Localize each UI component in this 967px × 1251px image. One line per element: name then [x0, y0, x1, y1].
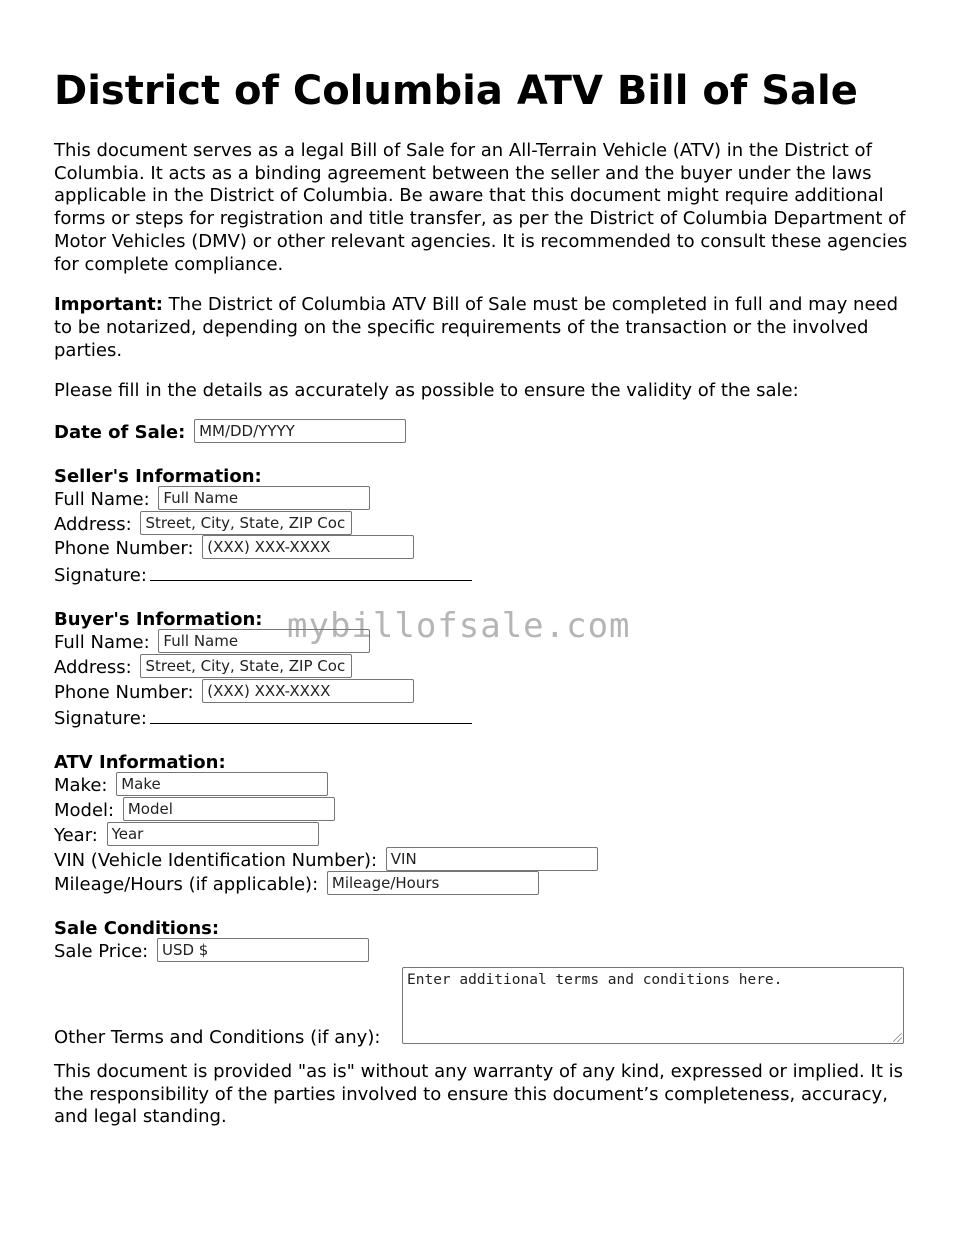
- important-label: Important:: [54, 294, 163, 316]
- sale-price-row: [54, 940, 914, 965]
- terms-label: Other Terms and Conditions (if any):: [54, 1026, 381, 1048]
- instructions-paragraph: Please fill in the details as accurately as possible to ensure the validity of the sale:: [54, 380, 799, 402]
- buyer-phone-row: [54, 681, 914, 706]
- bill-of-sale-document: [54, 66, 914, 1147]
- seller-phone-label: Phone Number:: [54, 538, 194, 560]
- seller-signature-line: [150, 562, 472, 581]
- seller-full-name-input[interactable]: Full Name: [158, 486, 370, 510]
- atv-make-label: Make:: [54, 775, 108, 797]
- buyer-address-row: [54, 656, 914, 681]
- date-of-sale-input[interactable]: MM/DD/YYYY: [194, 419, 406, 443]
- date-of-sale-label: Date of Sale:: [54, 422, 186, 444]
- seller-phone-row: [54, 537, 914, 562]
- buyer-address-input[interactable]: Street, City, State, ZIP Coc: [140, 654, 352, 678]
- buyer-full-name-input[interactable]: Full Name: [158, 629, 370, 653]
- seller-full-name-row: [54, 488, 914, 513]
- atv-mileage-row: [54, 873, 914, 898]
- atv-model-input[interactable]: Model: [123, 797, 335, 821]
- atv-year-row: [54, 824, 914, 849]
- seller-address-input[interactable]: Street, City, State, ZIP Coc: [140, 511, 352, 535]
- atv-mileage-label: Mileage/Hours (if applicable):: [54, 874, 319, 896]
- atv-model-row: [54, 799, 914, 824]
- atv-mileage-input[interactable]: Mileage/Hours: [327, 871, 539, 895]
- atv-make-input[interactable]: Make: [116, 772, 328, 796]
- terms-placeholder: Enter additional terms and conditions here.: [407, 971, 783, 988]
- buyer-heading: Buyer's Information:: [54, 609, 263, 631]
- seller-address-label: Address:: [54, 513, 132, 535]
- atv-vin-label: VIN (Vehicle Identification Number):: [54, 849, 378, 871]
- sale-price-label: Sale Price:: [54, 941, 149, 963]
- seller-signature-label: Signature:: [54, 565, 147, 587]
- atv-vin-row: [54, 849, 914, 874]
- seller-heading: Seller's Information:: [54, 465, 262, 487]
- sale-price-input[interactable]: USD $: [157, 938, 369, 962]
- buyer-full-name-row: [54, 631, 914, 656]
- atv-vin-input[interactable]: VIN: [386, 847, 598, 871]
- buyer-signature-label: Signature:: [54, 708, 147, 730]
- terms-row: [54, 965, 914, 1049]
- seller-phone-input[interactable]: (XXX) XXX-XXXX: [202, 535, 414, 559]
- atv-heading: ATV Information:: [54, 752, 226, 774]
- terms-textarea[interactable]: [402, 967, 904, 1044]
- atv-model-label: Model:: [54, 800, 115, 821]
- buyer-address-label: Address:: [54, 656, 132, 678]
- seller-full-name-label: Full Name:: [54, 488, 150, 510]
- intro-paragraph: This document serves as a legal Bill of Sale for an All-Terrain Vehicle (ATV) in the District of Columbia. It acts as a binding agreement between the seller and the buyer under the laws applicable in the District of Columbia. Be aware that this document might require additional forms or steps for registration and title transfer, as per the District of Columbia Department of Motor Vehicles (DMV) or other relevant agencies. It is recommended to consult these agencies for complete compliance.: [54, 140, 908, 275]
- atv-make-row: [54, 774, 914, 799]
- disclaimer-paragraph: This document is provided "as is" without any warranty of any kind, expressed or implied. It is the responsibility of the parties involved to ensure this document’s completeness, accuracy, and legal standing.: [54, 1060, 903, 1128]
- buyer-phone-input[interactable]: (XXX) XXX-XXXX: [202, 679, 414, 703]
- buyer-signature-row: [54, 705, 914, 732]
- page-title: District of Columbia ATV Bill of Sale: [54, 68, 858, 114]
- watermark: mybillofsale.com: [287, 606, 631, 646]
- seller-signature-row: [54, 562, 914, 589]
- buyer-full-name-label: Full Name:: [54, 632, 150, 654]
- important-paragraph: [54, 294, 914, 362]
- atv-year-input[interactable]: Year: [107, 822, 319, 846]
- date-of-sale-row: [54, 421, 914, 446]
- sale-heading: Sale Conditions:: [54, 918, 220, 940]
- seller-address-row: [54, 513, 914, 538]
- important-text: The District of Columbia ATV Bill of Sale must be completed in full and may need to be notarized, depending on the specific requirements of the transaction or the involved parties.: [54, 294, 899, 361]
- resize-grip-icon[interactable]: [893, 1033, 902, 1042]
- atv-year-label: Year:: [54, 824, 98, 846]
- buyer-phone-label: Phone Number:: [54, 681, 194, 703]
- buyer-signature-line: [150, 705, 472, 724]
